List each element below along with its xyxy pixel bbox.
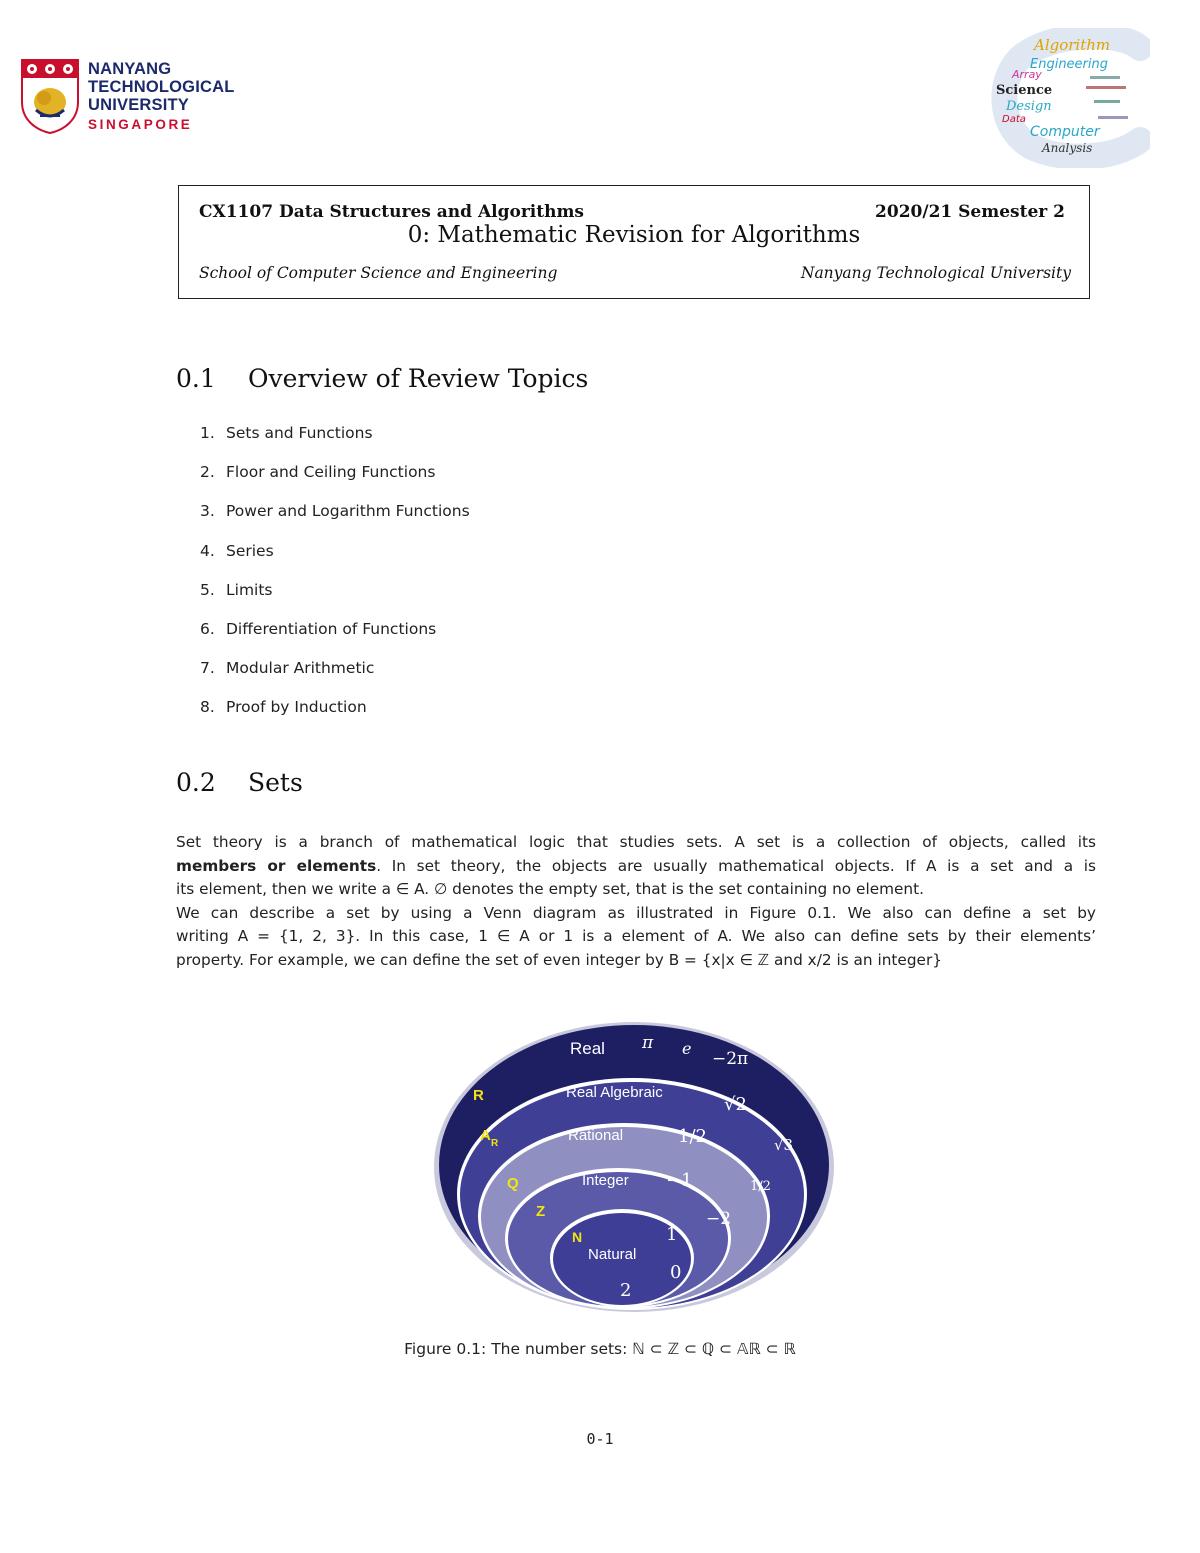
list-item-number: 4.	[200, 541, 215, 560]
logo-text-nanyang: NANYANG	[88, 60, 172, 78]
list-item-number: 7.	[200, 659, 215, 678]
list-item	[200, 502, 470, 541]
bold-term: members or elements	[176, 856, 377, 875]
cloud-word-2: Science	[996, 83, 1053, 98]
value-2: 2	[620, 1280, 632, 1301]
cloud-word-6: Analysis	[1042, 141, 1093, 155]
cloud-word-7: Array	[1012, 68, 1042, 81]
paragraph-line	[176, 855, 1096, 879]
section-number: 0.1	[176, 364, 216, 393]
list-item	[200, 424, 470, 463]
ring-name-natural: Natural	[588, 1246, 637, 1263]
list-item-number: 3.	[200, 502, 215, 521]
list-item	[200, 620, 470, 659]
value-minus-2pi: −2π	[712, 1049, 749, 1069]
ntu-crest-icon	[20, 58, 80, 134]
paragraph-line: We can describe a set by using a Venn diagram as illustrated in Figure 0.1. We also can define a set by	[176, 903, 1096, 922]
value-half-small: 1/2	[750, 1179, 771, 1194]
paragraph-line: its element, then we write a ∈ A. ∅ denotes the empty set, that is the set containing no element.	[176, 880, 924, 898]
section-number: 0.2	[176, 768, 216, 797]
paragraph-line: writing A = {1, 2, 3}. In this case, 1 ∈ A or 1 is a element of A. We also can define sets by their elements’	[176, 927, 1096, 945]
value-sqrt3: √3	[774, 1136, 794, 1154]
cloud-word-1: Engineering	[1030, 57, 1108, 72]
list-item	[200, 542, 470, 581]
set-letter-A-subscript: R	[491, 1138, 499, 1149]
page-number: 0-1	[586, 1430, 614, 1448]
value-minus-2: −2	[706, 1209, 732, 1229]
logo-text-university: UNIVERSITY	[88, 96, 190, 114]
set-letter-Q: Q	[507, 1175, 519, 1192]
paragraph-line: Set theory is a branch of mathematical logic that studies sets. A set is a collection of objects, called its	[176, 833, 1096, 851]
logo-text-singapore: SINGAPORE	[88, 117, 193, 132]
list-item	[200, 463, 470, 502]
list-item	[200, 659, 470, 698]
list-item-number: 6.	[200, 619, 215, 638]
value-half: 1/2	[678, 1126, 707, 1147]
topic-list	[200, 424, 470, 738]
ring-name-real: Real	[570, 1039, 605, 1058]
section-title: Overview of Review Topics	[248, 364, 589, 393]
sets-paragraph	[176, 831, 1096, 972]
list-item-label: Modular Arithmetic	[226, 659, 375, 678]
section-heading-sets	[176, 768, 303, 797]
paragraph-line: property. For example, we can define the set of even integer by B = {x|x ∈ ℤ and x/2 is an integer}	[176, 950, 942, 969]
value-minus-1: −1	[666, 1170, 693, 1191]
list-item-label: Differentiation of Functions	[226, 619, 437, 638]
value-0: 0	[670, 1262, 682, 1283]
cloud-word-0: Algorithm	[1034, 36, 1111, 54]
ntu-logo	[20, 58, 235, 138]
section-title: Sets	[248, 768, 303, 797]
set-letter-N: N	[572, 1229, 583, 1245]
set-letter-A: A	[480, 1127, 491, 1144]
cloud-word-5: Computer	[1030, 124, 1100, 140]
list-item-number: 8.	[200, 698, 215, 717]
list-item-label: Series	[226, 541, 274, 560]
document-header-box	[178, 185, 1090, 299]
logo-text-technological: TECHNOLOGICAL	[88, 78, 235, 96]
set-letter-R: R	[473, 1087, 484, 1104]
cloud-word-4: Data	[1002, 114, 1026, 125]
list-item-label: Proof by Induction	[226, 698, 367, 717]
list-item-label: Floor and Ceiling Functions	[226, 463, 436, 482]
word-cloud-image	[990, 28, 1150, 168]
university-name: Nanyang Technological University	[800, 264, 1071, 282]
ring-name-integer: Integer	[582, 1172, 629, 1189]
set-letter-Z: Z	[536, 1203, 546, 1220]
number-sets-diagram	[432, 1020, 836, 1314]
list-item-number: 1.	[200, 424, 215, 442]
ring-name-real-algebraic: Real Algebraic	[566, 1084, 663, 1101]
list-item-number: 5.	[200, 580, 215, 599]
list-item	[200, 698, 470, 737]
document-title: 0: Mathematic Revision for Algorithms	[407, 222, 861, 248]
value-e: e	[682, 1039, 692, 1058]
list-item-label: Sets and Functions	[226, 424, 373, 442]
cloud-word-3: Design	[1006, 99, 1052, 114]
course-code: CX1107 Data Structures and Algorithms	[199, 202, 585, 222]
school-name: School of Computer Science and Engineering	[199, 264, 558, 282]
ring-name-rational: Rational	[568, 1127, 624, 1144]
list-item-label: Limits	[226, 580, 273, 599]
value-pi: π	[642, 1033, 654, 1053]
list-item-label: Power and Logarithm Functions	[226, 502, 470, 521]
paragraph-text: . In set theory, the objects are usually mathematical objects. If A is a set and a is	[376, 856, 1097, 875]
list-item-number: 2.	[200, 463, 215, 482]
figure-caption: Figure 0.1: The number sets: ℕ ⊂ ℤ ⊂ ℚ ⊂ 𝔸ℝ ⊂ ℝ	[404, 1340, 796, 1358]
section-heading-overview	[176, 364, 588, 393]
semester-label: 2020/21 Semester 2	[875, 202, 1065, 222]
value-1: 1	[666, 1224, 678, 1245]
value-sqrt2: √2	[724, 1094, 747, 1115]
list-item	[200, 581, 470, 620]
